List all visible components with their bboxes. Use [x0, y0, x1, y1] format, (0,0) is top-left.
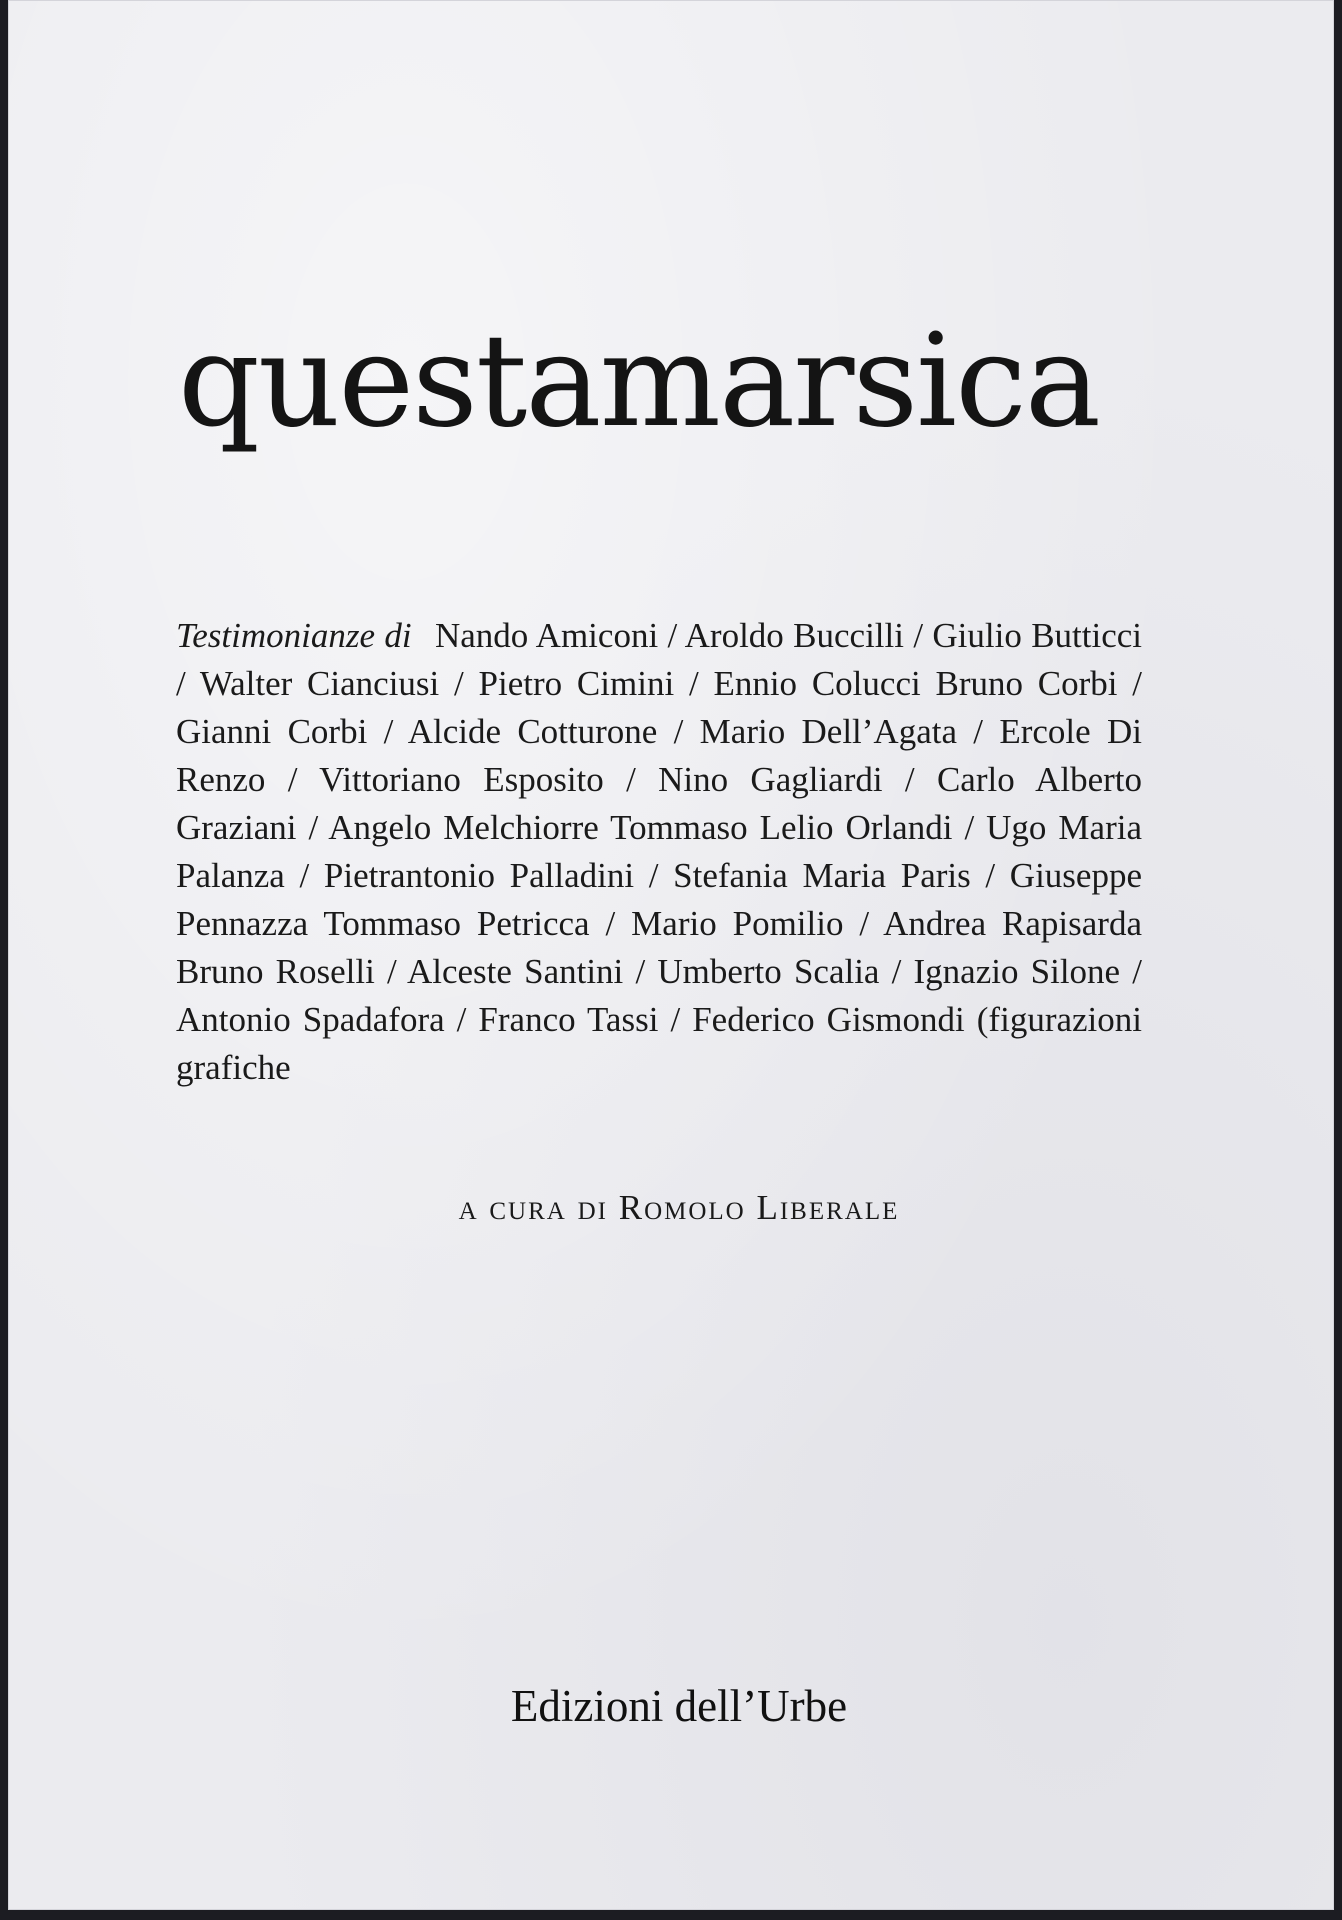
contributors-names: Nando Amiconi / Aroldo Buccilli / Giulio Butticci / Walter Cianciusi / Pietro Cimini / Ennio Colucci Bruno Corbi / Gianni Corbi / Alcide Cotturone / Mario Dell’Agata / Ercole Di Renzo / Vittoriano Esposito / Nino Gagliardi / Carlo Alberto Graziani / Angelo Melchiorre Tommaso Lelio Orlandi / Ugo Maria Palanza / Pietrantonio Palladini / Stefania Maria Paris / Giuseppe Pennazza Tommaso Petricca / Mario Pomilio / Andrea Rapisarda Bruno Roselli / Alceste Santini / Umberto Scalia / Ignazio Silone / Antonio Spadafora / Franco Tassi / Federico Gismondi (figurazioni grafiche: [176, 616, 1142, 1087]
editor-credit: a cura di Romolo Liberale: [458, 1188, 900, 1227]
book-cover: [8, 0, 1334, 1910]
contributors-lead: Testimonianze di: [176, 616, 412, 655]
publisher-name: Edizioni dell’Urbe: [510, 1681, 848, 1731]
contributors-list: [176, 612, 1142, 1092]
book-title: questamarsica: [178, 307, 1100, 456]
